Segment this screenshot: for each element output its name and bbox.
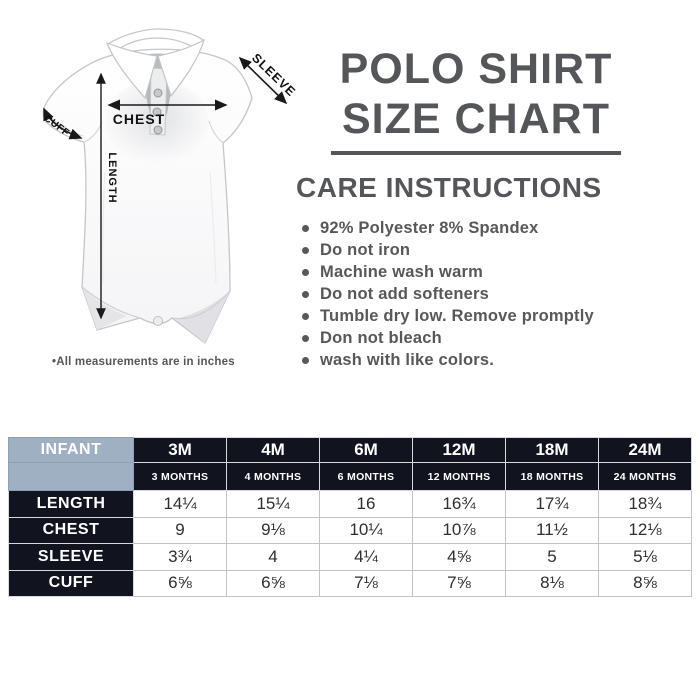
size-value-cell: 7⅛: [320, 570, 413, 597]
group-label-cell: INFANT: [9, 438, 134, 463]
bullet-icon: [302, 357, 309, 364]
garment-diagram: [5, 22, 305, 357]
size-header-cell: 12M: [413, 438, 506, 463]
table-row-cuff: [9, 570, 692, 597]
size-value-cell: 9⅛: [227, 517, 320, 544]
care-item: [302, 305, 662, 327]
row-label-cell: SLEEVE: [9, 544, 134, 571]
care-item-text: Machine wash warm: [320, 262, 483, 281]
snap-icon: [154, 317, 163, 326]
care-instructions-list: [290, 217, 662, 371]
table-row-length: [9, 491, 692, 518]
sleeve-label: SLEEVE: [249, 50, 299, 100]
size-value-cell: 18¾: [599, 491, 692, 518]
size-header-cell: 6M: [320, 438, 413, 463]
care-item-text: Don not bleach: [320, 328, 442, 347]
table-row-sleeve: [9, 544, 692, 571]
size-value-cell: 10⅞: [413, 517, 506, 544]
size-header-cell: 24M: [599, 438, 692, 463]
care-item: [302, 349, 662, 371]
months-header-cell: 24 MONTHS: [599, 463, 692, 491]
care-item-text: Do not add softeners: [320, 284, 490, 303]
length-label: LENGTH: [106, 152, 118, 204]
size-value-cell: 6⅝: [134, 570, 227, 597]
months-header-cell: 4 MONTHS: [227, 463, 320, 491]
button-icon: [154, 126, 162, 134]
size-value-cell: 9: [134, 517, 227, 544]
size-header-row: [9, 438, 692, 463]
size-table: [8, 437, 692, 597]
bullet-icon: [302, 225, 309, 232]
months-header-cell: 12 MONTHS: [413, 463, 506, 491]
chest-label: CHEST: [112, 111, 166, 127]
care-item-text: Tumble dry low. Remove promptly: [320, 306, 594, 325]
size-value-cell: 8⅝: [599, 570, 692, 597]
care-item: [302, 217, 662, 239]
row-label-cell: CUFF: [9, 570, 134, 597]
care-item: [302, 261, 662, 283]
size-value-cell: 4¼: [320, 544, 413, 571]
care-item-text: wash with like colors.: [320, 350, 495, 369]
bodysuit-illustration: [5, 22, 305, 357]
page-title: [290, 44, 662, 144]
size-value-cell: 16¾: [413, 491, 506, 518]
size-value-cell: 4⅝: [413, 544, 506, 571]
size-value-cell: 16: [320, 491, 413, 518]
care-item: [302, 239, 662, 261]
bullet-icon: [302, 335, 309, 342]
care-item-text: 92% Polyester 8% Spandex: [320, 218, 539, 237]
months-header-cell: 18 MONTHS: [506, 463, 599, 491]
size-value-cell: 10¼: [320, 517, 413, 544]
title-line-2: SIZE CHART: [342, 95, 610, 143]
care-item: [302, 327, 662, 349]
size-value-cell: 12⅛: [599, 517, 692, 544]
size-value-cell: 4: [227, 544, 320, 571]
cuff-label: CUFF: [41, 112, 72, 140]
size-value-cell: 14¼: [134, 491, 227, 518]
size-value-cell: 8⅛: [506, 570, 599, 597]
months-header-cell: 3 MONTHS: [134, 463, 227, 491]
size-header-cell: 4M: [227, 438, 320, 463]
title-underline: [331, 151, 621, 155]
months-header-row: [9, 463, 692, 491]
size-value-cell: 7⅝: [413, 570, 506, 597]
row-label-cell: LENGTH: [9, 491, 134, 518]
row-label-cell: CHEST: [9, 517, 134, 544]
size-header-cell: 3M: [134, 438, 227, 463]
months-header-cell: 6 MONTHS: [320, 463, 413, 491]
size-value-cell: 3¾: [134, 544, 227, 571]
table-row-chest: [9, 517, 692, 544]
bullet-icon: [302, 291, 309, 298]
measurements-note: •All measurements are in inches: [52, 356, 235, 368]
info-column: [290, 44, 662, 371]
size-value-cell: 5: [506, 544, 599, 571]
size-value-cell: 15¼: [227, 491, 320, 518]
bullet-icon: [302, 247, 309, 254]
size-value-cell: 6⅝: [227, 570, 320, 597]
size-header-cell: 18M: [506, 438, 599, 463]
bullet-icon: [302, 269, 309, 276]
group-label-spacer-cell: [9, 463, 134, 491]
care-item: [302, 283, 662, 305]
size-value-cell: 17¾: [506, 491, 599, 518]
button-icon: [154, 89, 162, 97]
size-value-cell: 5⅛: [599, 544, 692, 571]
bullet-icon: [302, 313, 309, 320]
title-line-1: POLO SHIRT: [339, 45, 613, 93]
care-instructions-heading: CARE INSTRUCTIONS: [296, 172, 602, 203]
care-item-text: Do not iron: [320, 240, 411, 259]
size-value-cell: 11½: [506, 517, 599, 544]
